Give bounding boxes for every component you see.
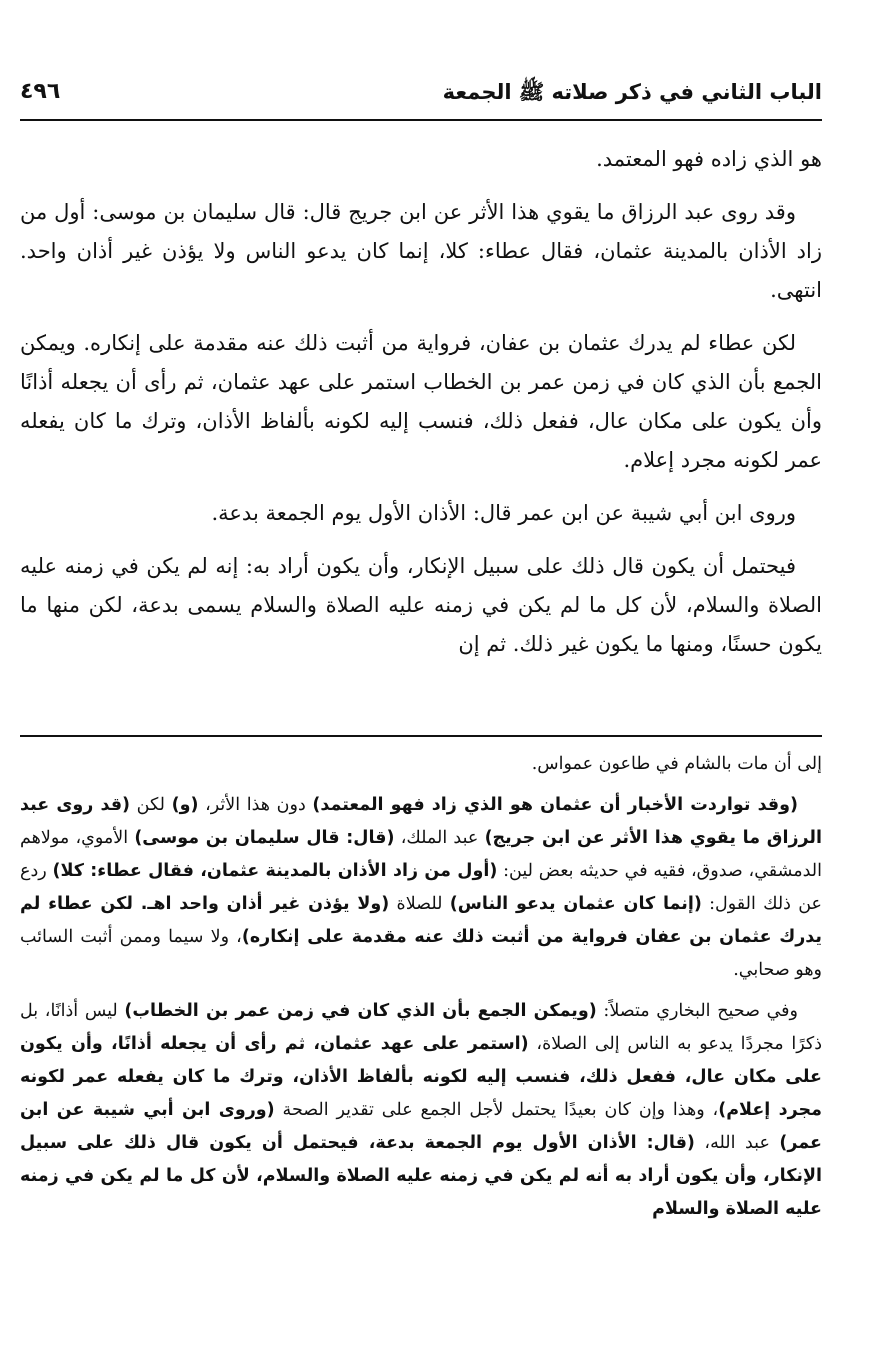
page-header — [20, 74, 822, 118]
commentary-text: عبد الله، — [694, 1133, 780, 1153]
commentary-text: ، وهذا وإن كان بعيدًا يحتمل لأجل الجمع على تقدير الصحة — [274, 1100, 719, 1120]
commentary-text: عبد الملك، — [394, 828, 485, 848]
commentary-text: لكن — [130, 795, 172, 815]
commentary-text: وفي صحيح البخاري متصلاً: — [596, 1001, 798, 1021]
commentary-paragraph — [20, 995, 822, 1226]
main-paragraph: هو الذي زاده فهو المعتمد. — [596, 147, 822, 171]
quoted-text: (قال: قال سليمان بن موسى) — [134, 828, 395, 848]
quoted-text: (قد روى عبد الرزاق ما يقوي هذا الأثر عن ابن جريج) — [20, 795, 822, 848]
main-paragraph: وروى ابن أبي شيبة عن ابن عمر قال: الأذان الأول يوم الجمعة بدعة. — [211, 501, 796, 525]
page-number: ٤٩٦ — [20, 79, 61, 104]
main-text — [20, 140, 822, 678]
commentary-text: ، ولا سيما وممن أثبت السائب وهو صحابي. — [20, 927, 822, 980]
quoted-text: (و) — [171, 795, 199, 815]
main-paragraph: وقد روى عبد الرزاق ما يقوي هذا الأثر عن ابن جريج قال: قال سليمان بن موسى: أول من زاد الأذان بالمدينة عثمان، فقال عطاء: كلا، إنما كان يدعو الناس ولا يؤذن غير أذان واحد. انتهى. — [20, 200, 822, 302]
quoted-text: (ولا يؤذن غير أذان واحد اهـ. لكن عطاء لم يدرك عثمان بن عفان فرواية من أثبت ذلك عنه مقدمة على إنكاره) — [20, 894, 822, 947]
commentary-paragraph: إلى أن مات بالشام في طاعون عمواس. — [531, 754, 822, 774]
running-title: الباب الثاني في ذكر صلاته ﷺ الجمعة — [442, 80, 822, 104]
quoted-text: (أول من زاد الأذان بالمدينة عثمان، فقال عطاء: كلا) — [52, 861, 498, 881]
commentary-text: دون هذا الأثر، — [198, 795, 313, 815]
commentary-text: الأموي، مولاهم الدمشقي، صدوق، فقيه في حديثه بعض لين: — [20, 828, 822, 881]
main-paragraph: لكن عطاء لم يدرك عثمان بن عفان، فرواية من أثبت ذلك عنه مقدمة على إنكاره. ويمكن الجمع بأن الذي كان في زمن عمر بن الخطاب استمر على عهد عثمان، ثم رأى أن يجعله أذانًا وأن يكون على مكان عال، ففعل ذلك، فنسب إليه لكونه بألفاظ الأذان، وترك ما كان يفعله عمر لكونه مجرد إعلام. — [20, 331, 823, 472]
commentary-text: ردع عن ذلك القول: — [20, 861, 822, 914]
quoted-text: (وقد تواردت الأخبار أن عثمان هو الذي زاد فهو المعتمد) — [312, 795, 799, 815]
quoted-text: (إنما كان عثمان يدعو الناس) — [449, 894, 702, 914]
quoted-text: (استمر على عهد عثمان، ثم رأى أن يجعله أذانًا، وأن يكون على مكان عال، ففعل ذلك، فنسب إليه لكونه بألفاظ الأذان، وترك ما كان يفعله عمر لكونه مجرد إعلام) — [20, 1034, 822, 1120]
quoted-text: (قال: الأذان الأول يوم الجمعة بدعة، فيحتمل أن يكون قال ذلك على سبيل الإنكار، وأن يكون أراد به أنه لم يكن في زمنه عليه الصلاة والسلام، لأن كل ما لم يكن في زمنه عليه الصلاة والسلام — [20, 1133, 822, 1219]
quoted-text: (وروى ابن أبي شيبة عن ابن عمر) — [20, 1100, 822, 1153]
commentary-text: للصلاة — [389, 894, 450, 914]
commentary — [20, 748, 822, 1234]
main-paragraph: فيحتمل أن يكون قال ذلك على سبيل الإنكار، وأن يكون أراد به: إنه لم يكن في زمنه عليه الصلاة والسلام، لأن كل ما لم يكن في زمنه عليه الصلاة والسلام يسمى بدعة، لكن منها ما يكون حسنًا، ومنها ما يكون غير ذلك. ثم إن — [20, 554, 822, 656]
book-page — [20, 0, 822, 1359]
commentary-text: ليس أذانًا، بل ذكرًا مجردًا يدعو به الناس إلى الصلاة، — [20, 1001, 822, 1054]
commentary-paragraph — [20, 789, 822, 987]
quoted-text: (ويمكن الجمع بأن الذي كان في زمن عمر بن الخطاب) — [124, 1001, 597, 1021]
commentary-separator — [20, 735, 822, 737]
header-rule — [20, 119, 822, 121]
